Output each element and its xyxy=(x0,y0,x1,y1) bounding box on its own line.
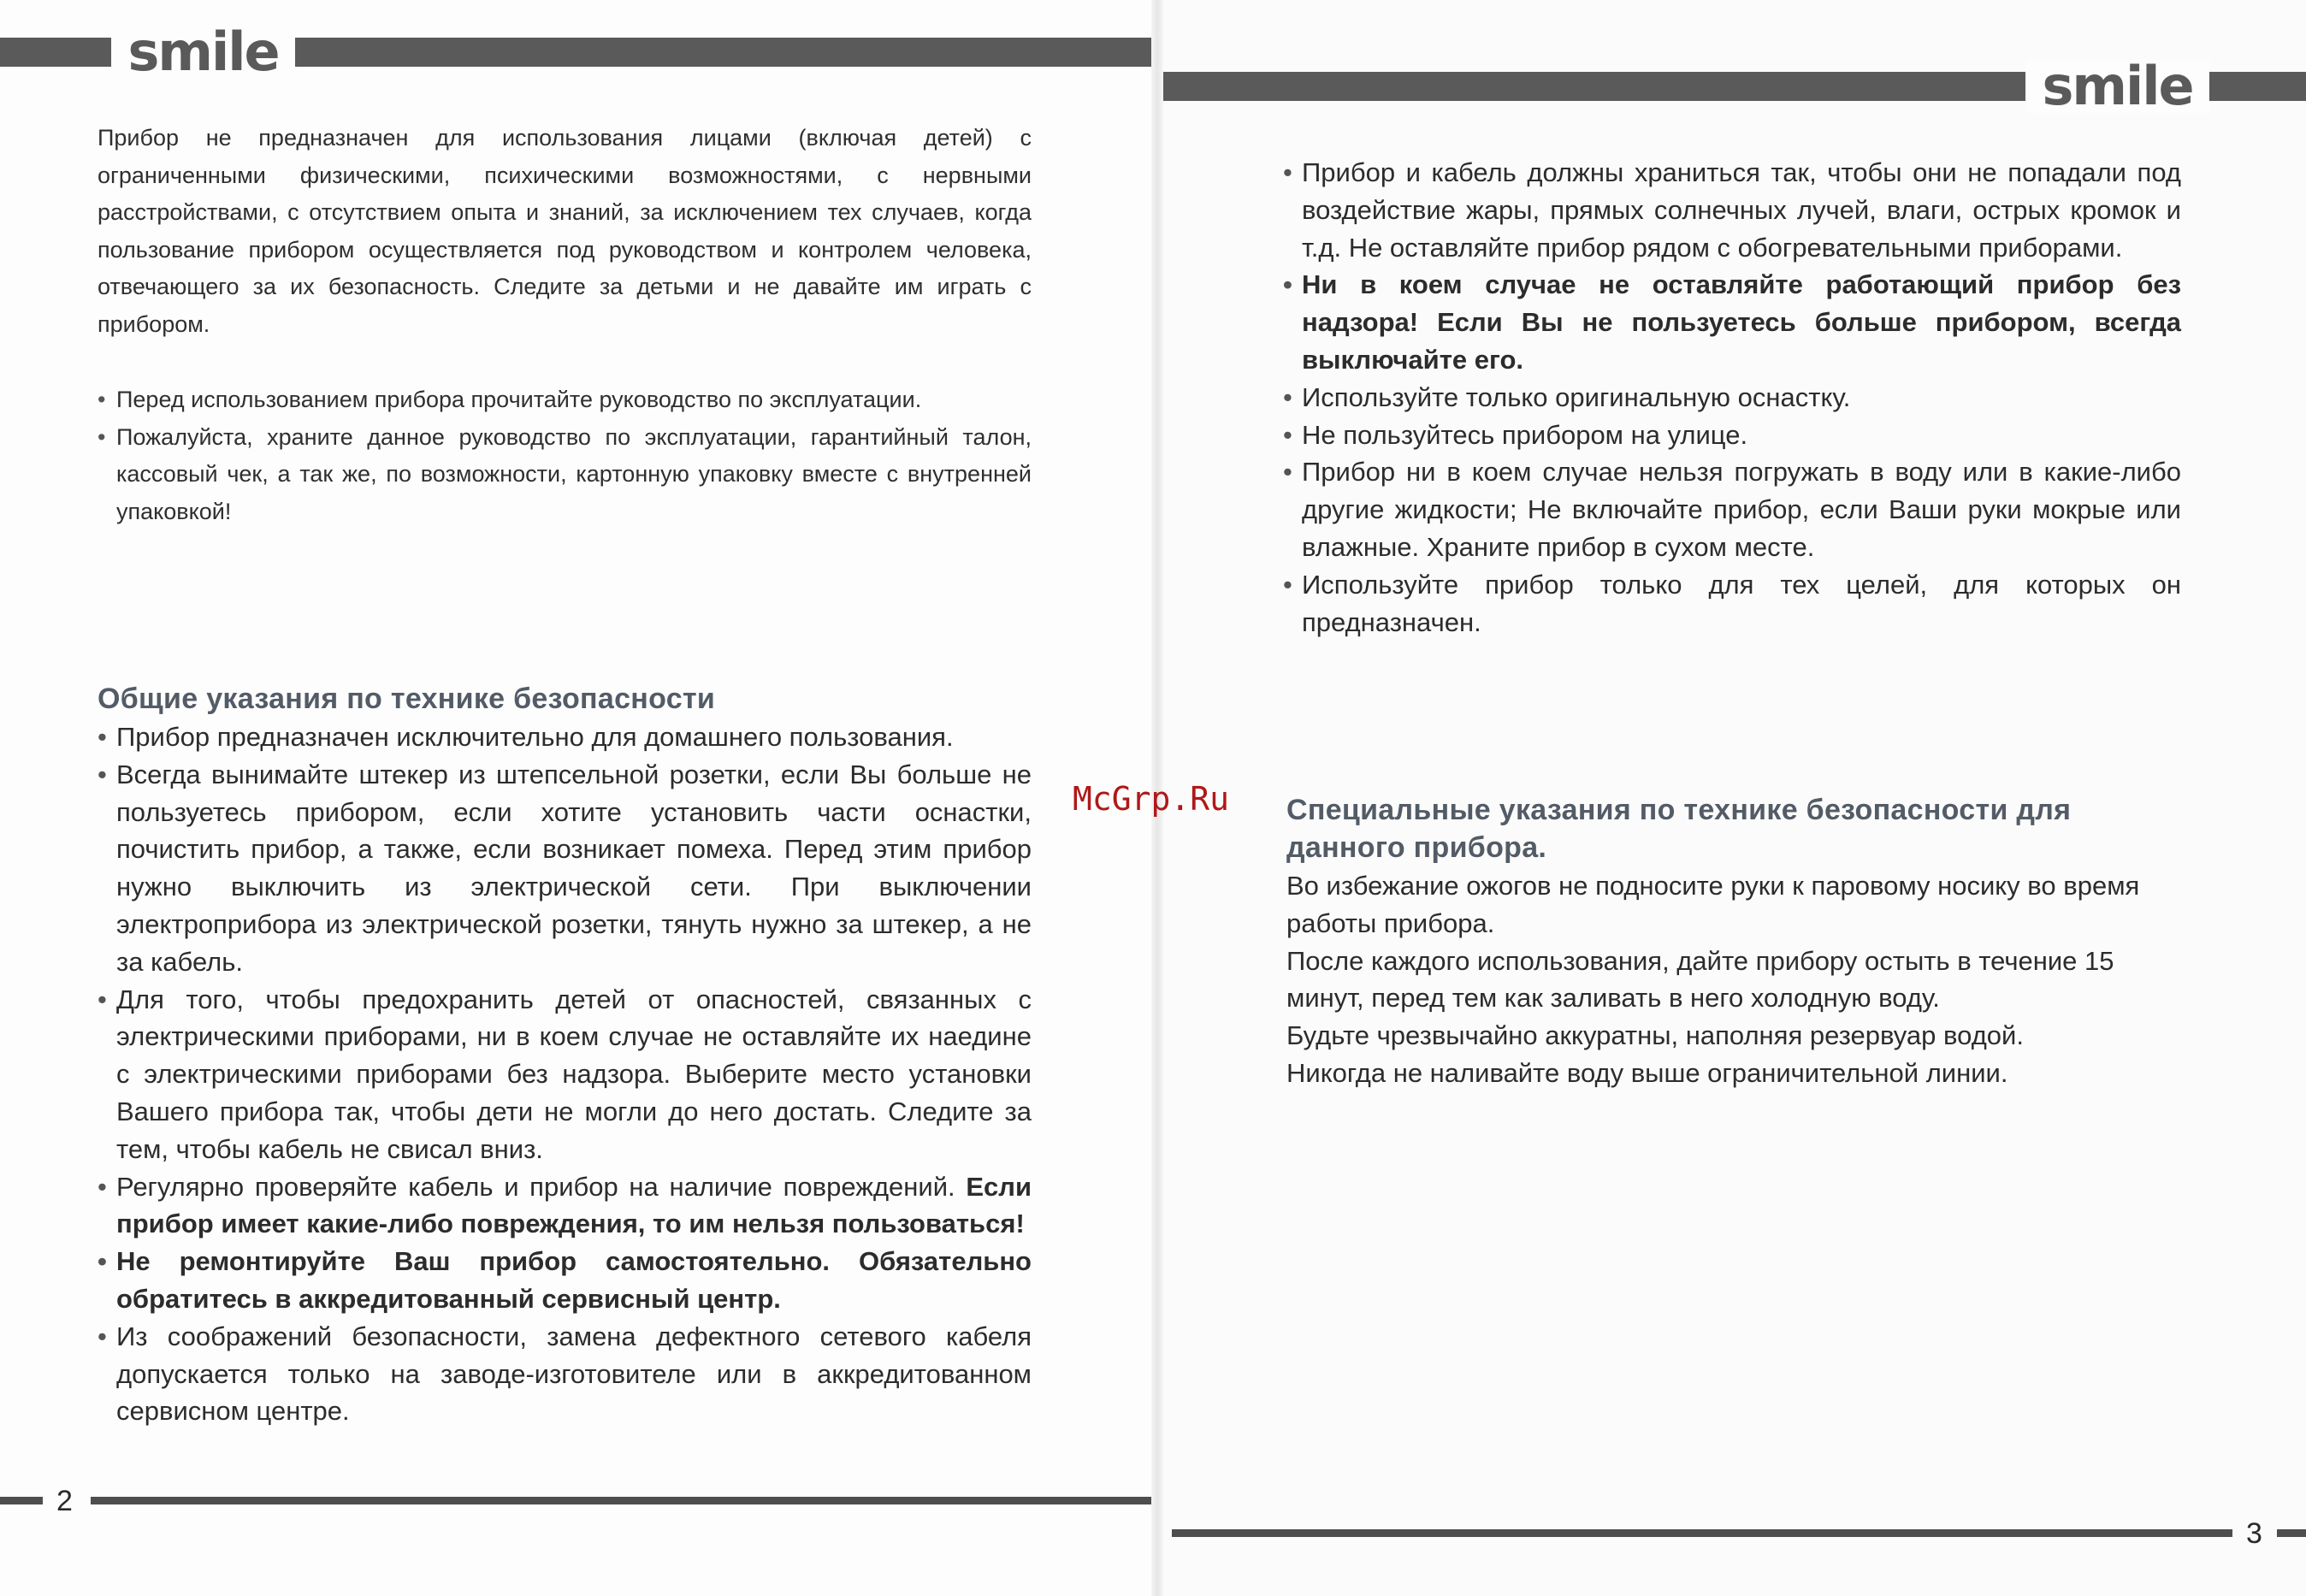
special-line: После каждого использования, дайте прибору остыть в течение 15 минут, перед тем как заливать в него холодную воду. xyxy=(1286,945,2114,1014)
general-safety-title: Общие указания по технике безопасности xyxy=(98,683,716,715)
special-safety-title: Специальные указания по технике безопасности для данного прибора. xyxy=(1286,794,2072,864)
safety-item: • Не пользуйтесь прибором на улице. xyxy=(1283,417,2181,454)
page-number-right: 3 xyxy=(2246,1517,2262,1550)
right-header-bar-stub xyxy=(2209,72,2306,101)
safety-item: • Из соображений безопасности, замена дефектного сетевого кабеля допускается только на заводе-изготовителе или в аккредитованном сервисном центре. xyxy=(98,1318,1032,1430)
safety-item: • Прибор ни в коем случае нельзя погружать в воду или в какие-либо другие жидкости; Не включайте прибор, если Ваши руки мокрые или влажные. Храните прибор в сухом месте. xyxy=(1283,453,2181,565)
safety-item: • Для того, чтобы предохранить детей от опасностей, связанных с электрическими приборами, ни в коем случае не оставляйте их наедине с электрическими приборами без надзора. Выберите место установки Вашего прибора так, чтобы дети не могли до него достать. Следите за тем, чтобы кабель не свисал вниз. xyxy=(98,981,1032,1168)
right-header-bar xyxy=(1160,72,2025,101)
right-brand-logo: smile xyxy=(2025,60,2209,113)
right-page xyxy=(1160,0,2306,1596)
general-safety-list xyxy=(98,718,1032,1430)
special-line: Во избежание ожогов не подносите руки к паровому носику во время работы прибора. xyxy=(1286,871,2140,938)
safety-item: • Используйте прибор только для тех целей, для которых он предназначен. xyxy=(1283,566,2181,641)
right-footer-stub xyxy=(2277,1529,2306,1537)
safety-item: • Прибор и кабель должны храниться так, чтобы они не попадали под воздействие жары, прямых солнечных лучей, влаги, острых кромок и т.д. Не оставляйте прибор рядом с обогревательными приборами. xyxy=(1283,154,2181,266)
left-header-bar xyxy=(295,38,1160,67)
note-item: • Пожалуйста, храните данное руководство по эксплуатации, гарантийный талон, кассовый чек, а так же, по возможности, картонную упаковку вместе с внутренней упаковкой! xyxy=(98,419,1032,531)
right-safety-list xyxy=(1283,154,2181,641)
special-line: Будьте чрезвычайно аккуратны, наполняя резервуар водой. xyxy=(1286,1020,2024,1051)
safety-item-text: Регулярно проверяйте кабель и прибор на наличие повреждений. xyxy=(116,1171,955,1202)
safety-item: • Прибор предназначен исключительно для домашнего пользования. xyxy=(98,718,1032,756)
left-footer-stub xyxy=(0,1497,43,1504)
notes-list xyxy=(98,381,1032,530)
note-item: • Перед использованием прибора прочитайте руководство по эксплуатации. xyxy=(98,381,1032,419)
left-footer-bar xyxy=(91,1497,1172,1504)
watermark-text: McGrp.Ru xyxy=(1073,780,1230,818)
page-number-left: 2 xyxy=(56,1485,73,1517)
safety-item-warning: • Ни в коем случае не оставляйте работающий прибор без надзора! Если Вы не пользуетесь больше прибором, всегда выключайте его. xyxy=(1283,266,2181,378)
left-brand-logo: smile xyxy=(111,26,295,79)
left-header-bar-stub xyxy=(0,38,111,67)
safety-item: • Всегда вынимайте штекер из штепсельной розетки, если Вы больше не пользуетесь прибором, если хотите установить части оснастки, почистить прибор, а также, если возникает помеха. Перед этим прибор нужно выключить из электрической сети. При выключении электроприбора из электрической розетки, тянуть нужно за штекер, а не за кабель. xyxy=(98,756,1032,981)
special-safety-text xyxy=(1286,867,2185,1092)
intro-paragraph: Прибор не предназначен для использования лицами (включая детей) с ограниченными физическими, психическими возможностями, с нервными расстройствами, с отсутствием опыта и знаний, за исключением тех случаев, когда пользование прибором осуществляется под руководством и контролем человека, отвечающего за их безопасность. Следите за детьми и не давайте им играть с прибором. xyxy=(98,125,1032,337)
safety-item-warning: Если прибор имеет какие-либо повреждения, то им нельзя пользоваться! xyxy=(116,1171,1032,1239)
safety-item: • Используйте только оригинальную оснастку. xyxy=(1283,379,2181,417)
safety-item xyxy=(98,1168,1032,1244)
special-line: Никогда не наливайте воду выше ограничительной линии. xyxy=(1286,1057,2008,1088)
safety-item-warning: • Не ремонтируйте Ваш прибор самостоятельно. Обязательно обратитесь в аккредитованный сервисный центр. xyxy=(98,1243,1032,1318)
right-footer-bar xyxy=(1172,1529,2232,1537)
